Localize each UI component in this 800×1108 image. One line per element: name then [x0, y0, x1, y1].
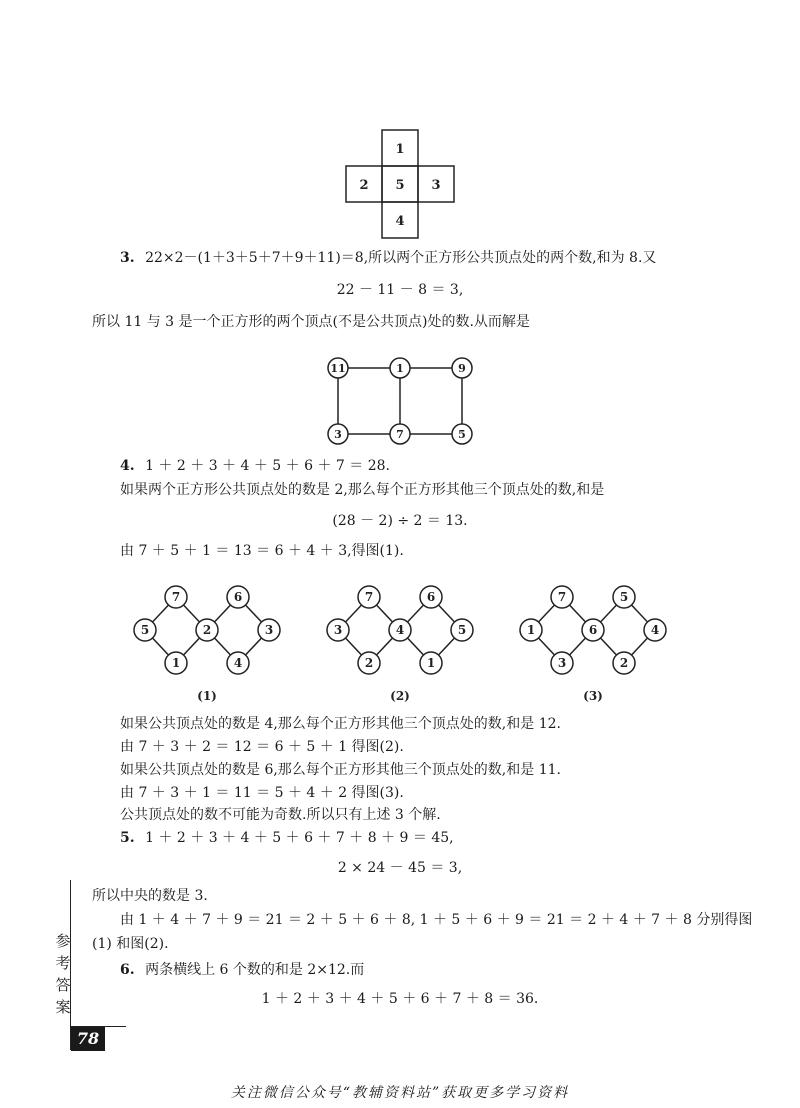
diamond-1-value-top1: 7	[171, 590, 181, 604]
sidebar-char-1: 参	[55, 932, 71, 950]
problem-3-number: 3.	[120, 250, 135, 266]
diamond-1-value-right: 3	[264, 623, 274, 637]
diamond-2-value-right: 5	[457, 623, 467, 637]
diamond-1-value-bottom2: 4	[233, 656, 243, 670]
problem-4-equation: (28 － 2) ÷ 2 ＝ 13.	[332, 513, 468, 529]
diamond-1-label: (1)	[197, 689, 217, 703]
diamond-3-value-top2: 5	[619, 590, 629, 604]
problem-5-line-1	[120, 829, 454, 847]
square-node-bottom-right: 5	[458, 428, 466, 441]
problem-4-line-1	[120, 457, 390, 475]
square-node-top-middle: 1	[396, 362, 404, 375]
problem-6-number: 6.	[120, 962, 135, 978]
diamond-3-value-bottom1: 3	[557, 656, 567, 670]
diamond-1-value-top2: 6	[233, 590, 243, 604]
problem-4-text-3: 由 7 ＋ 5 ＋ 1 ＝ 13 ＝ 6 ＋ 4 ＋ 3,得图(1).	[120, 543, 404, 559]
problem-6-line-1	[120, 961, 364, 979]
problem-5-number: 5.	[120, 830, 135, 846]
problem-5-text-3: 由 1 ＋ 4 ＋ 7 ＋ 9 ＝ 21 ＝ 2 ＋ 5 ＋ 6 ＋ 8, 1 ＋ 5 ＋ 6 ＋ 9 ＝ 21 ＝ 2 ＋ 4 ＋ 7 ＋ 8 分别得图	[120, 912, 753, 928]
diamond-3-value-bottom2: 2	[619, 656, 629, 670]
problem-6-text-1: 两条横线上 6 个数的和是 2×12.而	[145, 962, 365, 978]
diamond-3-label: (3)	[583, 689, 603, 703]
problem-4-text-1: 1 ＋ 2 ＋ 3 ＋ 4 ＋ 5 ＋ 6 ＋ 7 ＝ 28.	[145, 458, 390, 474]
sidebar-char-3: 答	[55, 976, 71, 994]
sidebar-char-2: 考	[55, 954, 71, 972]
diamond-2-value-bottom2: 1	[426, 656, 436, 670]
problem-4-text-8: 公共顶点处的数不可能为奇数.所以只有上述 3 个解.	[120, 807, 441, 823]
problem-5-text-1: 1 ＋ 2 ＋ 3 ＋ 4 ＋ 5 ＋ 6 ＋ 7 ＋ 8 ＋ 9 ＝ 45,	[145, 830, 454, 846]
diamond-3-value-center: 6	[588, 623, 598, 637]
problem-4-text-5: 由 7 ＋ 3 ＋ 2 ＝ 12 ＝ 6 ＋ 5 ＋ 1 得图(2).	[120, 739, 404, 755]
diamond-figures	[120, 578, 680, 708]
problem-4-text-2: 如果两个正方形公共顶点处的数是 2,那么每个正方形其他三个顶点处的数,和是	[120, 482, 605, 498]
footer-watermark: 关注微信公众号“教辅资料站”获取更多学习资料	[230, 1085, 570, 1101]
problem-3-text-1: 22×2－(1＋3＋5＋7＋9＋11)＝8,所以两个正方形公共顶点处的两个数,和为 8.又	[145, 250, 657, 266]
diamond-2-value-top2: 6	[426, 590, 436, 604]
cross-cell-bottom: 4	[395, 214, 405, 229]
diamond-2-value-left: 3	[333, 623, 343, 637]
diamond-2-value-top1: 7	[364, 590, 374, 604]
problem-4-number: 4.	[120, 458, 135, 474]
problem-4-text-7: 由 7 ＋ 3 ＋ 1 ＝ 11 ＝ 5 ＋ 4 ＋ 2 得图(3).	[120, 785, 404, 801]
square-node-bottom-left: 3	[334, 428, 342, 441]
problem-4-text-6: 如果公共顶点处的数是 6,那么每个正方形其他三个顶点处的数,和是 11.	[120, 762, 561, 778]
diamond-3-value-left: 1	[526, 623, 536, 637]
problem-5-text-4: (1) 和图(2).	[92, 936, 169, 952]
cross-net-figure	[340, 126, 460, 242]
problem-5-text-2: 所以中央的数是 3.	[92, 888, 208, 904]
problem-5-equation: 2 × 24 － 45 ＝ 3,	[337, 860, 463, 876]
diamond-2-value-bottom1: 2	[364, 656, 374, 670]
diamond-1-value-left: 5	[140, 623, 150, 637]
diamond-1-value-center: 2	[202, 623, 212, 637]
cross-cell-left: 2	[359, 178, 369, 193]
cross-cell-right: 3	[431, 178, 441, 193]
square-node-top-left: 11	[330, 362, 346, 375]
diamond-3-value-right: 4	[650, 623, 660, 637]
diamond-2-value-center: 4	[395, 623, 405, 637]
problem-3-equation: 22 － 11 － 8 ＝ 3,	[336, 282, 464, 298]
problem-4-text-4: 如果公共顶点处的数是 4,那么每个正方形其他三个顶点处的数,和是 12.	[120, 716, 561, 732]
problem-3-text-2: 所以 11 与 3 是一个正方形的两个顶点(不是公共顶点)处的数.从而解是	[92, 314, 530, 330]
cross-cell-center: 5	[395, 178, 405, 193]
square-node-top-right: 9	[458, 362, 466, 375]
problem-3-line-1	[120, 249, 656, 267]
cross-cell-top: 1	[395, 142, 405, 157]
two-squares-figure	[320, 350, 480, 450]
square-node-bottom-middle: 7	[396, 428, 404, 441]
diamond-1-value-bottom1: 1	[171, 656, 181, 670]
problem-6-equation: 1 ＋ 2 ＋ 3 ＋ 4 ＋ 5 ＋ 6 ＋ 7 ＋ 8 ＝ 36.	[261, 991, 539, 1007]
page-number: 78	[71, 1027, 105, 1051]
diamond-3-value-top1: 7	[557, 590, 567, 604]
sidebar-char-4: 案	[55, 998, 71, 1016]
diamond-2-label: (2)	[390, 689, 410, 703]
